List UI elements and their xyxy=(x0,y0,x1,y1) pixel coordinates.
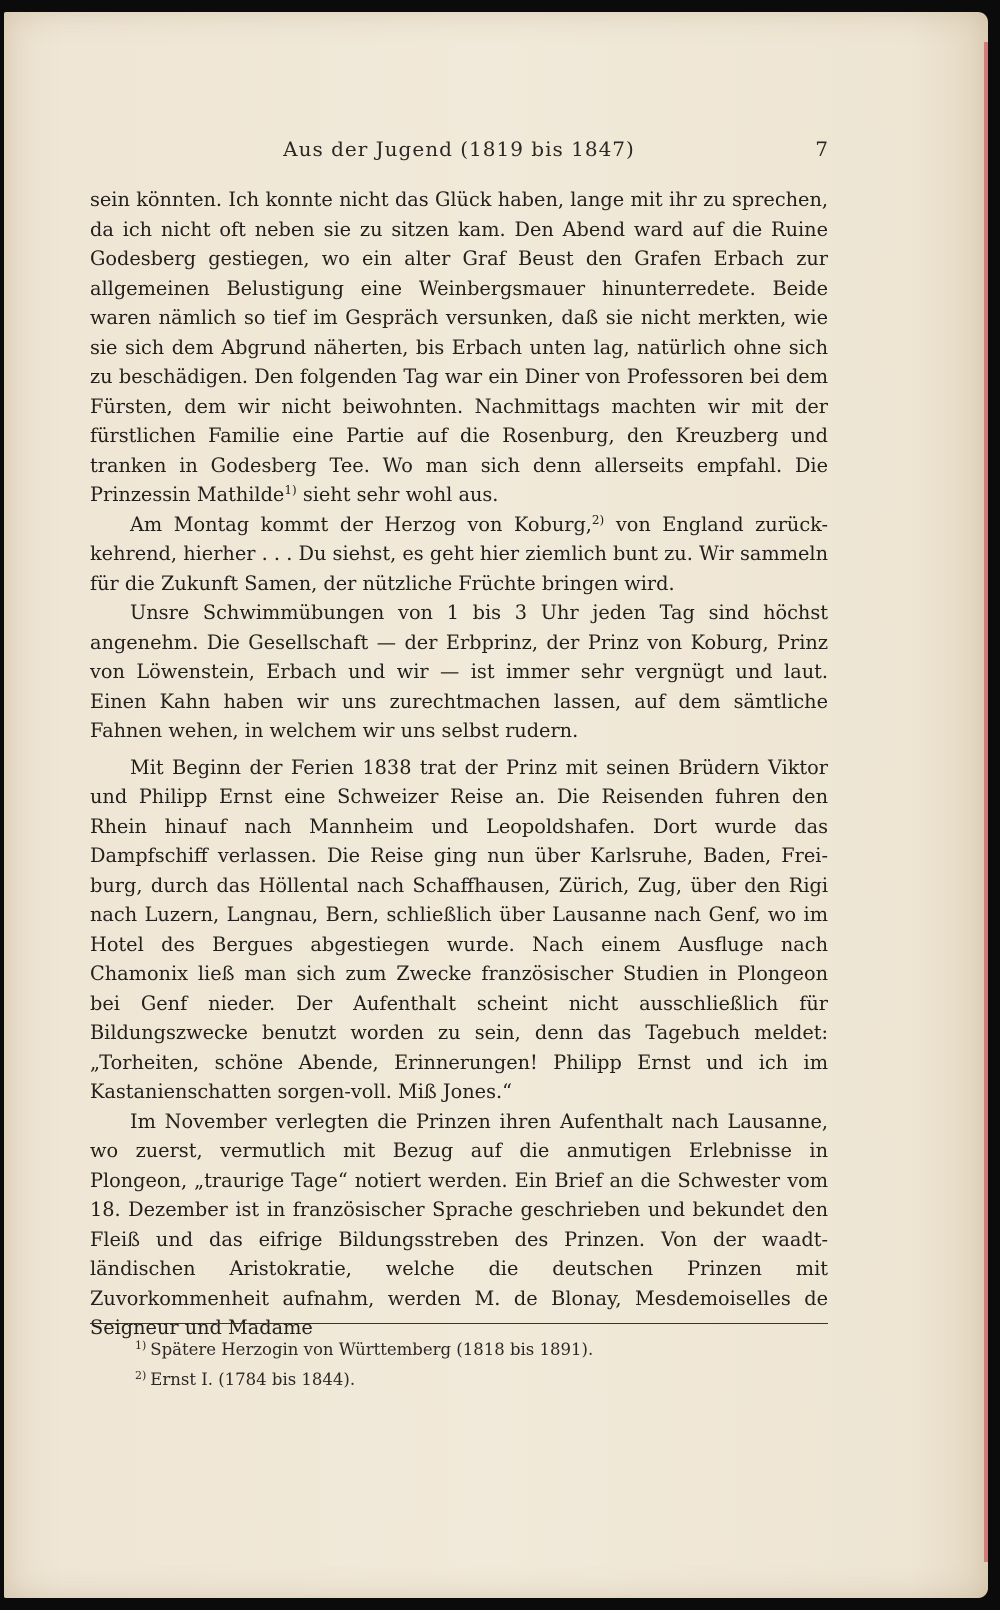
footnote xyxy=(135,1363,825,1393)
page-number: 7 xyxy=(815,137,828,161)
paragraph xyxy=(90,185,828,510)
paragraph xyxy=(90,510,828,599)
page-edge-stain xyxy=(984,42,988,1562)
page-header xyxy=(90,137,828,167)
paragraph-text: sein könnten. Ich konnte nicht das Glück haben, lange mit ihr zu sprechen, da ich nicht oft neben sie zu sitzen kam. Den Abend ward auf die Ruine Godesberg gestiegen, wo ein alter Graf Beust den Grafen Erbach zur allgemeinen Belustigung eine Weinbergsmauer hinunterredete. Beide waren nämlich so tief im Gespräch versunken, daß sie nicht merkten, wie sie sich dem Abgrund näherten, bis Erbach unten lag, natürlich ohne sich zu beschädigen. Den folgenden Tag war ein Diner von Professoren bei dem Fürsten, dem wir nicht beiwohnten. Nachmittags machten wir mit der fürstlichen Familie eine Partie auf die Rosenburg, den Kreuzberg und tranken in Godesberg Tee. Wo man sich denn allerseits empfahl. Die Prinzessin Mathilde xyxy=(90,188,828,506)
paragraph: Mit Beginn der Ferien 1838 trat der Prinz mit seinen Brüdern Viktor und Philipp Ernst eine Schweizer Reise an. Die Reisenden fuhren den Rhein hinauf nach Mannheim und Leopoldshafen. Dort wurde das Dampfschiff verlassen. Die Reise ging nun über Karlsruhe, Baden, Frei-burg, durch das Höllental nach Schaffhausen, Zürich, Zug, über den Rigi nach Luzern, Langnau, Bern, schließlich über Lausanne nach Genf, wo im Hotel des Bergues abgestiegen wurde. Nach einem Ausfluge nach Chamonix ließ man sich zum Zwecke französischer Studien in Plongeon bei Genf nieder. Der Aufenthalt scheint nicht ausschließlich für Bildungszwecke benutzt worden zu sein, denn das Tagebuch meldet: „Torheiten, schöne Abende, Erinnerungen! Philipp Ernst und ich im Kastanienschatten sorgen-voll. Miß Jones.“ xyxy=(90,755,828,1103)
footnote-text: Ernst I. (1784 bis 1844). xyxy=(150,1370,356,1389)
paragraph-text: sieht sehr wohl aus. xyxy=(302,483,499,506)
footnote-mark: 1) xyxy=(135,1339,147,1352)
footnote-text: Spätere Herzogin von Württemberg (1818 bis 1891). xyxy=(150,1340,594,1359)
body-text xyxy=(90,185,828,1343)
footnotes xyxy=(135,1333,825,1393)
footnote-reference: 1) xyxy=(284,483,297,497)
paragraph-text: Am Montag kommt der Herzog von Koburg, xyxy=(130,512,592,536)
paragraph: Unsre Schwimmübungen von 1 bis 3 Uhr jeden Tag sind höchst angenehm. Die Gesellschaft — der Erbprinz, der Prinz von Koburg, Prinz von Löwenstein, Erbach und wir — ist immer sehr vergnügt und laut. Einen Kahn haben wir uns zurechtmachen lassen, auf dem sämtliche Fahnen wehen, in welchem wir uns selbst rudern. xyxy=(90,601,828,742)
paragraph: Im November verlegten die Prinzen ihren Aufenthalt nach Lausanne, wo zuerst, vermutlich mit Bezug auf die anmutigen Erlebnisse in Plongeon, „traurige Tage“ notiert werden. Ein Brief an die Schwester vom 18. Dezember ist in französischer Sprache geschrieben und bekundet den Fleiß und das eifrige Bildungsstreben des Prinzen. Von der waadt-ländischen Aristokratie, welche die deutschen Prinzen mit Zuvorkommenheit aufnahm, werden M. de Blonay, Mesdemoiselles de Seigneur und Madame xyxy=(90,1109,828,1339)
paragraph-text: von England zurück-kehrend, hierher . . . Du siehst, es geht hier ziemlich bunt zu. Wir sammeln für die Zukunft Samen, der nützliche Früchte bringen wird. xyxy=(90,512,828,595)
footnote-divider xyxy=(90,1323,828,1324)
running-head: Aus der Jugend (1819 bis 1847) xyxy=(283,137,635,161)
footnote xyxy=(135,1333,825,1363)
footnote-reference: 2) xyxy=(591,512,605,527)
footnote-mark: 2) xyxy=(135,1369,147,1382)
